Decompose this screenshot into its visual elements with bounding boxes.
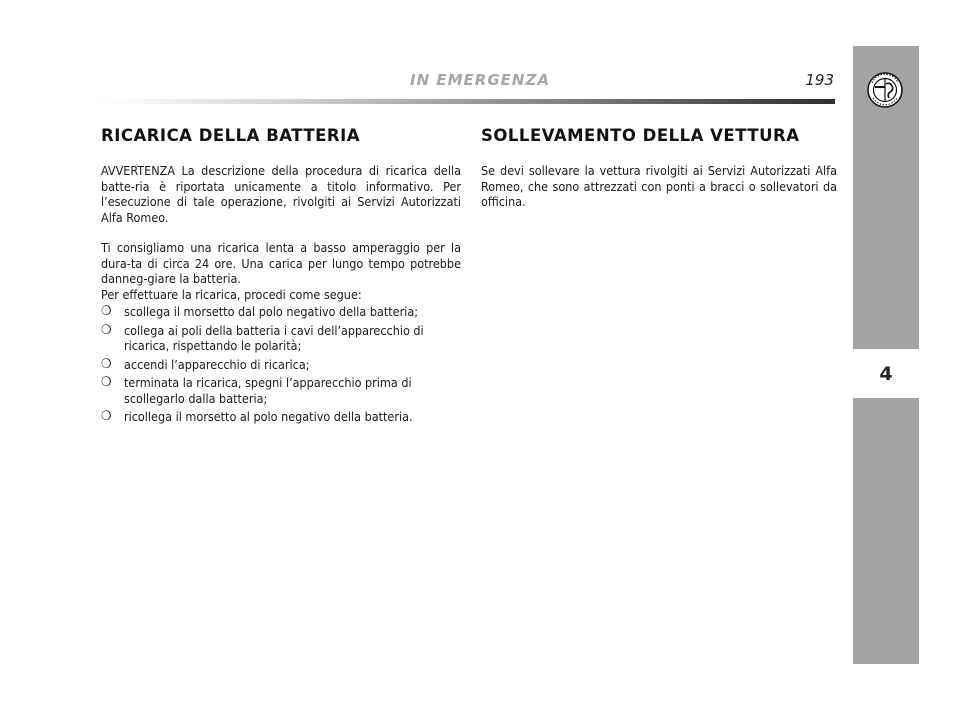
- step-text: scollega il morsetto dal polo negativo della batteria;: [124, 304, 419, 319]
- side-tab-bottom: [853, 398, 919, 664]
- list-item: [101, 304, 461, 320]
- step-text: ricollega il morsetto al polo negativo della batteria.: [124, 409, 413, 424]
- heading-sollevamento-vettura: SOLLEVAMENTO DELLA VETTURA: [481, 126, 800, 145]
- page-number: 193: [805, 71, 834, 89]
- circle-bullet-icon: ❍: [101, 409, 112, 424]
- circle-bullet-icon: ❍: [101, 304, 112, 319]
- left-column: [101, 163, 461, 428]
- right-column: [481, 163, 837, 210]
- list-item: [101, 409, 461, 425]
- list-item: [101, 323, 461, 354]
- list-item: [101, 375, 461, 406]
- step-text: collega ai poli della batteria i cavi dell’apparecchio di ricarica, rispettando le polarità;: [124, 322, 424, 353]
- page-header-title: IN EMERGENZA: [410, 71, 550, 89]
- list-item: [101, 357, 461, 373]
- circle-bullet-icon: ❍: [101, 322, 112, 338]
- circle-bullet-icon: ❍: [101, 356, 112, 372]
- heading-ricarica-batteria: RICARICA DELLA BATTERIA: [101, 126, 361, 145]
- warning-paragraph: AVVERTENZA La descrizione della procedura di ricarica della batte-ria è riportata unicamente a titolo informativo. Per l’esecuzione di tale operazione, rivolgiti ai Servizi Autorizzati Alfa Romeo.: [101, 163, 461, 225]
- step-text: terminata la ricarica, spegni l’apparecchio prima di scollegarlo dalla batteria;: [124, 375, 412, 406]
- advice-paragraph: Ti consigliamo una ricarica lenta a basso amperaggio per la dura-ta di circa 24 ore. Una carica per lungo tempo potrebbe danneg-giare la batteria.: [101, 240, 461, 286]
- chapter-number: 4: [879, 362, 893, 385]
- step-text: accendi l’apparecchio di ricarica;: [124, 356, 310, 372]
- procedure-intro: Per effettuare la ricarica, procedi come segue:: [101, 286, 362, 302]
- alfa-romeo-logo-icon: [867, 72, 903, 108]
- header-rule: [100, 99, 835, 104]
- circle-bullet-icon: ❍: [101, 375, 112, 390]
- lifting-paragraph: Se devi sollevare la vettura rivolgiti ai Servizi Autorizzati Alfa Romeo, che sono attrezzati con ponti a bracci o sollevatori da officina.: [481, 163, 837, 209]
- procedure-steps-list: [101, 304, 461, 425]
